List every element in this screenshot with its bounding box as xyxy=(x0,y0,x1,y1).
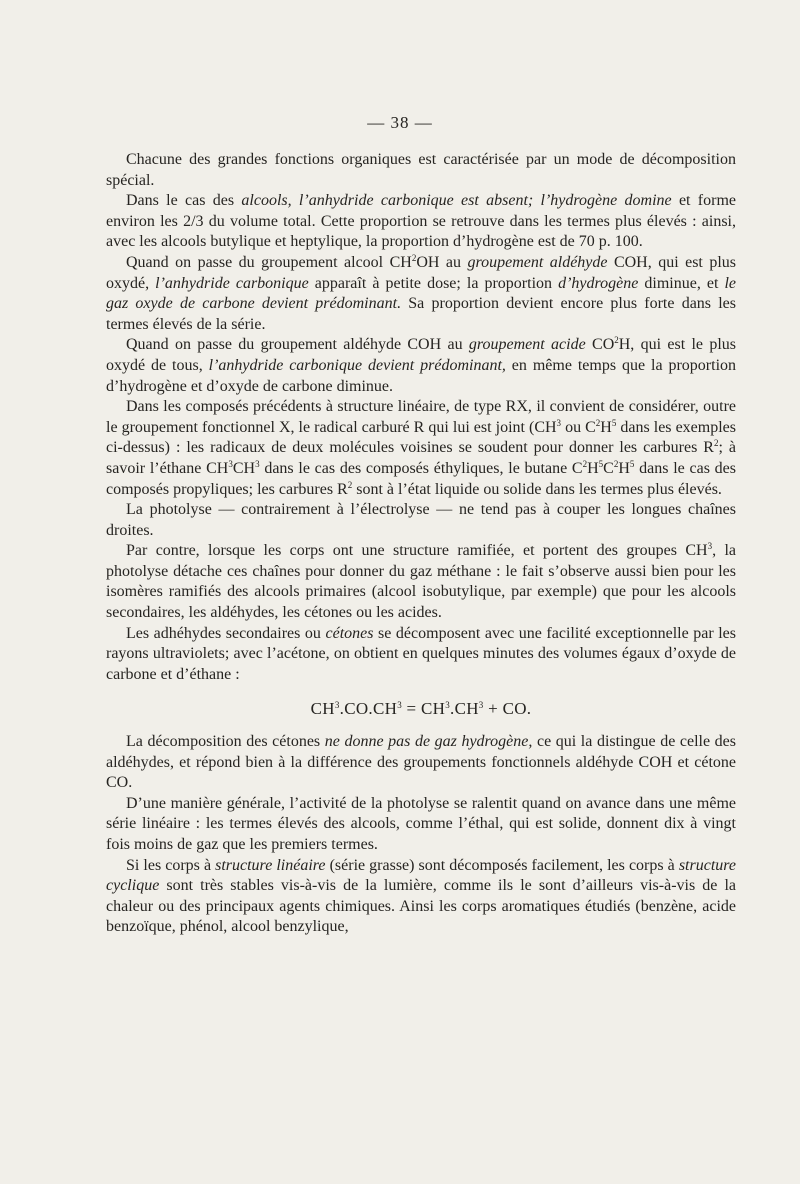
paragraph: Les adhéhydes secondaires ou cétones se décomposent avec une facilité exceptionnelle par les rayons ultraviolets; avec l’acétone, on obtient en quelques minutes des volumes égaux d’oxyde de carbone et d’éthane : xyxy=(106,624,737,683)
superscript: 3 xyxy=(556,417,562,428)
page-number: — 38 — xyxy=(367,113,433,132)
superscript: 2 xyxy=(713,438,719,449)
superscript: 5 xyxy=(629,458,635,469)
italic-text: le gaz oxyde de carbone devient prédominant. xyxy=(106,274,737,313)
superscript: 2 xyxy=(582,458,588,469)
chemical-equation: $CH^3.CO.CH^3 = CH^3.CH^3$ + CO. xyxy=(310,699,532,719)
superscript: 3 xyxy=(228,458,233,469)
superscript: 2 xyxy=(614,335,619,346)
italic-text: alcools, l’anhydride carbonique est absent; l’hydrogène domine xyxy=(241,192,672,210)
paragraph: Quand on passe du groupement aldéhyde COH au groupement acide $CO^2H$, qui est le plus oxydé de tous, l’anhydride carbonique devient prédominant, en même temps que la proportion d’hydrogène et d’oxyde de carbone diminue. xyxy=(106,335,737,395)
paragraph: La photolyse — contrairement à l’électrolyse — ne tend pas à couper les longues chaînes droites. xyxy=(106,501,736,539)
superscript: 5 xyxy=(598,458,604,469)
paragraph: Dans le cas des alcools, l’anhydride carbonique est absent; l’hydrogène domine et forme environ les 2/3 du volume total. Cette proportion se retrouve dans les termes plus élevés : ainsi, avec les alcools butylique et heptylique, la proportion d’hydrogène est de 70 p. 100. xyxy=(106,192,737,251)
paragraph: Quand on passe du groupement alcool $CH^2OH$ au groupement aldéhyde COH, qui est plus oxydé, l’anhydride carbonique apparaît à petite dose; la proportion d’hydrogène diminue, et le gaz oxyde de carbone devient prédominant. Sa proportion devient encore plus forte dans les termes élevés de la série. xyxy=(106,252,737,333)
italic-text: ne donne pas de gaz hydrogène, xyxy=(324,733,533,751)
italic-text: cétones xyxy=(325,624,374,642)
italic-text: groupement aldéhyde xyxy=(467,253,608,271)
superscript: 2 xyxy=(411,252,417,263)
superscript: 2 xyxy=(613,458,619,469)
italic-text: l’anhydride carbonique xyxy=(155,274,309,292)
superscript: 5 xyxy=(611,417,617,428)
superscript: 2 xyxy=(347,479,353,490)
paragraph: Si les corps à structure linéaire (série grasse) sont décomposés facilement, les corps à structure cyclique sont très stables vis-à-vis de la lumière, comme ils le sont d’ailleurs vis-à-vis de la chaleur ou des principaux agents chimiques. Ainsi les corps aromatiques étudiés (benzène, acide benzoïque, phénol, alcool benzylique, xyxy=(106,856,737,936)
superscript: 3 xyxy=(707,541,713,552)
paragraph: Par contre, lorsque les corps ont une structure ramifiée, et portent des groupes $CH^3$, la photolyse détache ces chaînes pour donner du gaz méthane : le fait s’observe aussi bien pour les isomères ramifiés des alcools primaires (alcool isobutylique, par exemple) que pour les alcools secondaires, les aldéhydes, les cétones ou les acides. xyxy=(106,541,737,622)
superscript: 3 xyxy=(478,700,484,711)
superscript: 3 xyxy=(334,700,340,711)
body-text xyxy=(106,150,736,938)
italic-text: structure cyclique xyxy=(106,856,737,895)
paragraph: D’une manière générale, l’activité de la photolyse se ralentit quand on avance dans une même série linéaire : les termes élevés des alcools, comme l’éthal, qui est solide, donnent dix à vingt fois moins de gaz que les premiers termes. xyxy=(106,794,736,853)
superscript: 3 xyxy=(397,700,402,711)
italic-text: structure linéaire xyxy=(215,856,326,874)
paragraph: La décomposition des cétones ne donne pas de gaz hydrogène, ce qui la distingue de celle des aldéhydes, et répond bien à la différence des groupements fonctionnels aldéhyde COH et cétone CO. xyxy=(106,733,736,792)
superscript: 3 xyxy=(255,458,260,469)
italic-text: groupement acide xyxy=(468,336,586,354)
paragraph: Dans les composés précédents à structure linéaire, de type RX, il convient de considérer, outre le groupement fonctionnel X, le radical carburé R qui lui est joint ($CH^3$ ou $C^2H^5$ dans les exemples ci-dessus) : les radicaux de deux molécules voisines se soudent pour donner les carbures $R^2$; à savoir l’éthane $CH^3CH^3$ dans le cas des composés éthyliques, le butane $C^2H^5C^2H^5$ dans le cas des composés propyliques; les carbures $R^2$ sont à l’état liquide ou solide dans les termes plus élevés. xyxy=(106,398,736,498)
italic-text: d’hydrogène xyxy=(558,274,639,292)
italic-text: l’anhydride carbonique devient prédominant, xyxy=(208,356,506,374)
superscript: 3 xyxy=(445,700,451,711)
superscript: 2 xyxy=(595,417,601,428)
paragraph: Chacune des grandes fonctions organiques est caractérisée par un mode de décomposition spécial. xyxy=(106,151,736,189)
